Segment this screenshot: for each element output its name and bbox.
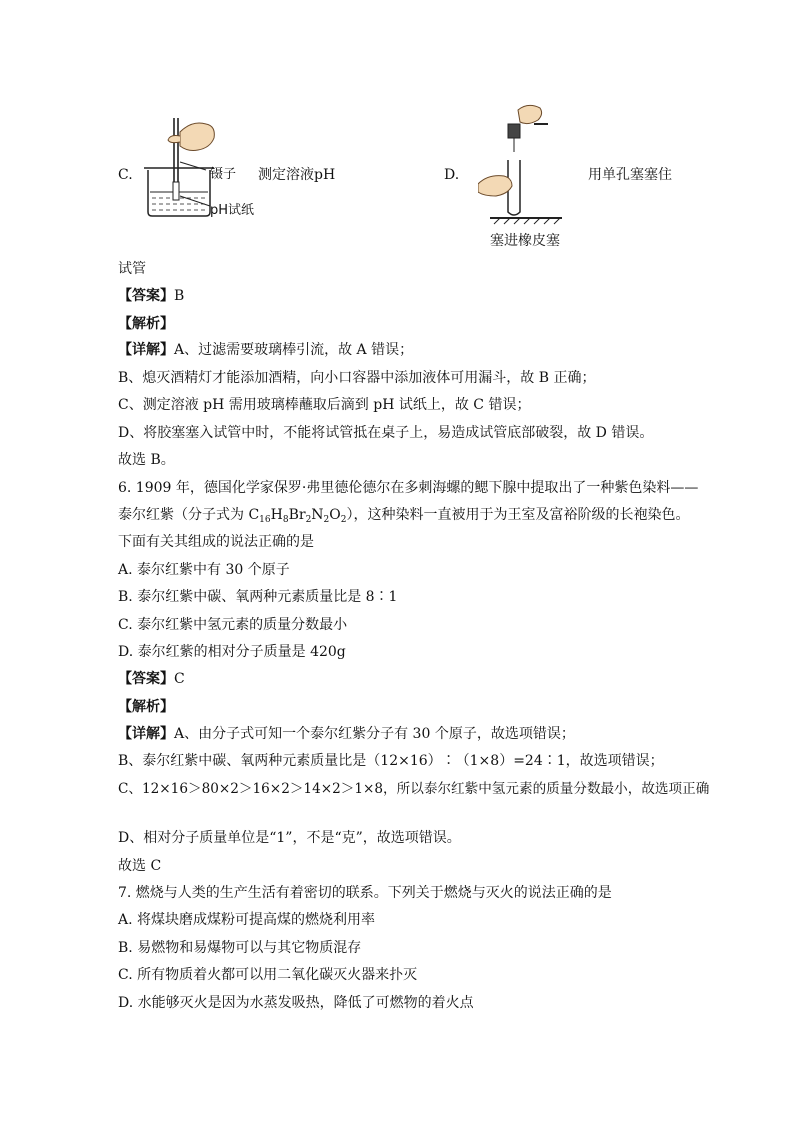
q5-detail-d: D、将胶塞塞入试管中时，不能将试管抵在桌子上，易造成试管底部破裂，故 D 错误。 (118, 425, 654, 441)
q7-option-d: D. 水能够灭火是因为水蒸发吸热，降低了可燃物的着火点 (118, 995, 474, 1011)
q6-stem-line3: 下面有关其组成的说法正确的是 (118, 534, 314, 550)
q7-stem: 7. 燃烧与人类的生产生活有着密切的联系。下列关于燃烧与灭火的说法正确的是 (118, 885, 612, 901)
q5-analysis-tag: 【解析】 (118, 316, 174, 332)
option-d-caption-tail: 试管 (118, 261, 146, 277)
option-d-caption: 用单孔塞塞住 (588, 167, 672, 183)
answer-value: C (174, 671, 185, 687)
q5-conclusion: 故选 B。 (118, 452, 175, 468)
q6-stem-line1: 6. 1909 年，德国化学家保罗·弗里德伦德尔在多刺海螺的鳃下腺中提取出了一种紫色染料—— (118, 480, 699, 496)
option-c-caption: 测定溶液pH (258, 167, 336, 183)
q5-detail-c: C、测定溶液 pH 需用玻璃棒蘸取后滴到 pH 试纸上，故 C 错误； (118, 397, 531, 413)
q6-option-b: B. 泰尔红紫中碳、氧两种元素质量比是 8∶1 (118, 589, 398, 605)
q5-answer (118, 287, 184, 305)
hand-thumb (168, 136, 180, 143)
q6-detail-c: C、12×16＞80×2＞16×2＞14×2＞1×8，所以泰尔红紫中氢元素的质量分数最小，故选项正确 (118, 781, 710, 797)
lower-hand (478, 176, 512, 196)
option-c-letter: C. (118, 167, 133, 183)
option-d-letter: D. (444, 167, 460, 183)
q6-detail-a: 【详解】A、由分子式可知一个泰尔红紫分子有 30 个原子，故选项错误； (118, 726, 575, 742)
q7-option-c: C. 所有物质着火都可以用二氧化碳灭火器来扑灭 (118, 967, 418, 983)
rubber-stopper (508, 124, 520, 138)
answer-tag: 【答案】 (118, 288, 174, 304)
upper-hand (518, 105, 542, 123)
ph-paper-label: pH试纸 (210, 203, 255, 218)
q7-option-b: B. 易燃物和易爆物可以与其它物质混存 (118, 940, 362, 956)
q6-option-a: A. 泰尔红紫中有 30 个原子 (118, 562, 290, 578)
answer-tag: 【答案】 (118, 671, 174, 687)
q6-detail-b: B、泰尔红紫中碳、氧两种元素质量比是（12×16）∶（1×8）=24∶1，故选项错误； (118, 753, 664, 769)
q6-answer (118, 670, 185, 688)
tweezers-label: 镊子 (210, 167, 237, 182)
detail-tag: 【详解】 (118, 726, 174, 742)
q6-analysis-tag: 【解析】 (118, 699, 174, 715)
hand-shape (180, 123, 214, 151)
q6-option-d: D. 泰尔红紫的相对分子质量是 420g (118, 644, 346, 660)
q5-detail-a: 【详解】A、过滤需要玻璃棒引流，故 A 错误； (118, 342, 414, 358)
detail-tag: 【详解】 (118, 342, 174, 358)
q6-option-c: C. 泰尔红紫中氢元素的质量分数最小 (118, 617, 348, 633)
answer-value: B (174, 288, 185, 304)
q6-conclusion: 故选 C (118, 858, 162, 874)
q6-detail-d: D、相对分子质量单位是“1”，不是“克”，故选项错误。 (118, 830, 461, 846)
q7-option-a: A. 将煤块磨成煤粉可提高煤的燃烧利用率 (118, 912, 376, 928)
stopper-insertion-illustration (478, 100, 568, 228)
q5-detail-b: B、熄灭酒精灯才能添加酒精，向小口容器中添加液体可用漏斗，故 B 正确； (118, 370, 596, 386)
ph-paper-strip (173, 182, 179, 200)
stopper-label: 塞进橡皮塞 (490, 233, 560, 249)
q6-stem-line2: 泰尔红紫（分子式为 $C_{16}H_8Br_2N_2O_2$），这种染料一直被用于为王室及富裕阶级的长袍染色。 (118, 507, 690, 525)
tweezers-leader (180, 162, 206, 170)
